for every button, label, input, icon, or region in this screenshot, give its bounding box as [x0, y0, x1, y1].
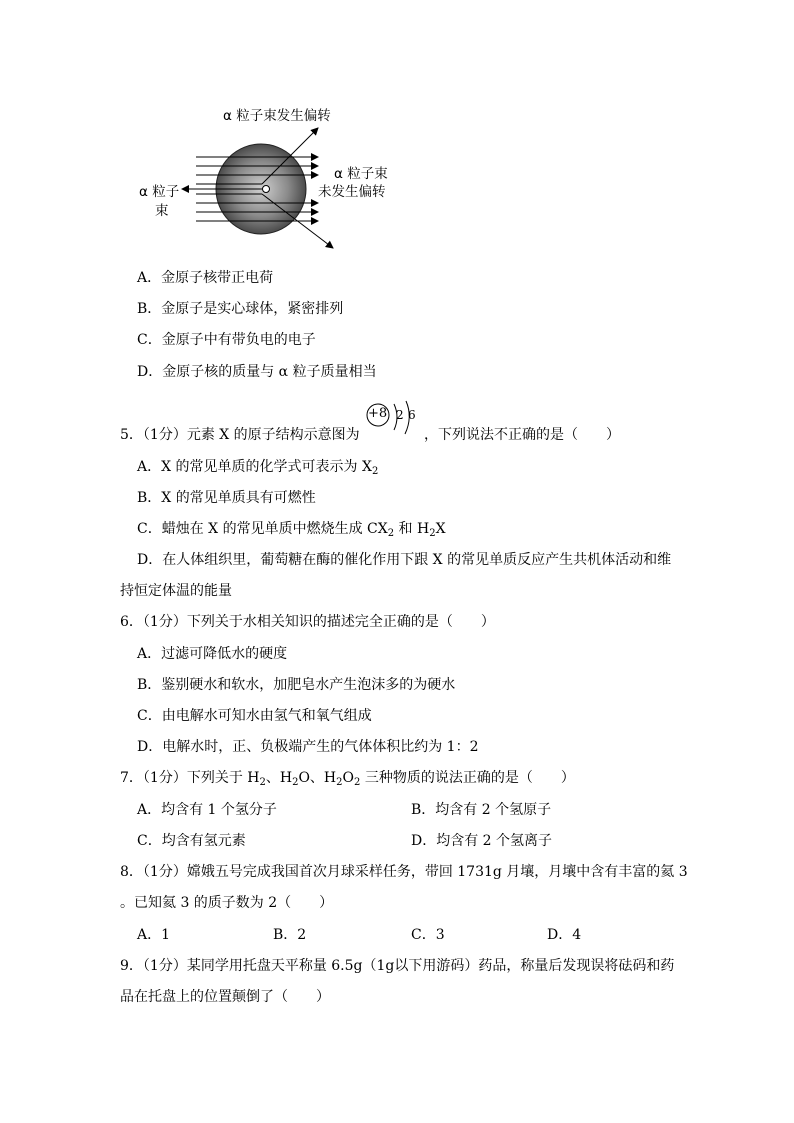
q7-option-c: C．均含有氢元素	[137, 833, 246, 849]
q4-option-a: A．金原子核带正电荷	[137, 270, 274, 286]
q5-option-c-sub-2: 2	[429, 528, 436, 539]
q8-option-d: D．4	[547, 927, 582, 943]
shell-1-electrons: 2	[396, 408, 404, 422]
q6-option-d: D．电解水时，正、负极端产生的气体体积比约为 1：2	[137, 739, 479, 755]
q5-option-a	[137, 458, 378, 476]
q7-stem-sub-2: 2	[292, 777, 299, 788]
q8-option-b: B．2	[273, 927, 307, 943]
q5-option-c-text-2: 和 H	[394, 521, 430, 537]
label-beam-1: α 粒子	[139, 184, 180, 200]
q5-option-b: B．X 的常见单质具有可燃性	[137, 490, 316, 506]
q7-option-b: B．均含有 2 个氢原子	[411, 802, 552, 818]
q5-option-c-text-1: C．蜡烛在 X 的常见单质中燃烧生成 CX	[137, 521, 388, 537]
q6-option-c: C．由电解水可知水由氢气和氧气组成	[137, 708, 372, 724]
alpha-scattering-diagram	[130, 100, 410, 265]
q4-option-b: B．金原子是实心球体，紧密排列	[137, 301, 344, 317]
q5-stem-b: ，下列说法不正确的是（ ）	[424, 427, 620, 443]
q7-option-a: A．均含有 1 个氢分子	[137, 802, 277, 818]
q8-option-c: C．3	[411, 927, 445, 943]
q6-option-a: A．过滤可降低水的硬度	[137, 646, 288, 662]
q5-option-a-sub: 2	[371, 466, 379, 477]
q7-stem-text-2: 、H	[265, 770, 293, 786]
nucleus-charge: +8	[368, 406, 388, 421]
q6-stem: 6．（1分）下列关于水相关知识的描述完全正确的是（ ）	[120, 614, 495, 630]
q7-stem-text-1: 7．（1分）下列关于 H	[120, 770, 260, 786]
q5-option-a-text: A．X 的常见单质的化学式可表示为 X	[137, 459, 372, 475]
q5-option-c	[137, 520, 446, 538]
q7-stem-sub-1: 2	[259, 777, 266, 788]
alpha-scattering-figure	[130, 100, 410, 265]
label-deflected: α 粒子束发生偏转	[223, 108, 331, 124]
shell-2-electrons: 6	[408, 408, 416, 422]
q5-option-c-sub-1: 2	[387, 528, 395, 539]
q4-option-c: C．金原子中有带负电的电子	[137, 332, 316, 348]
label-undeflected-1: α 粒子束	[334, 166, 388, 182]
label-beam-2: 束	[155, 203, 169, 219]
q8-stem-line-2: 。已知氦 3 的质子数为 2（ ）	[120, 895, 334, 911]
q7-stem-text-5: 三种物质的说法正确的是（ ）	[360, 770, 575, 786]
q9-stem-line-1: 9．（1分）某同学用托盘天平称量 6.5g（1g以下用游码）药品，称量后发现误将砝码和药	[120, 958, 675, 974]
q8-option-a: A．1	[137, 927, 171, 943]
q5-option-d-line-2: 持恒定体温的能量	[120, 583, 232, 599]
atom-structure-diagram	[364, 400, 424, 440]
q6-option-b: B．鉴别硬水和软水，加肥皂水产生泡沫多的为硬水	[137, 677, 456, 693]
q5-stem-a: 5．（1分）元素 X 的原子结构示意图为	[120, 427, 360, 443]
q7-stem-sub-3: 2	[336, 777, 343, 788]
q8-stem-line-1: 8．（1分）嫦娥五号完成我国首次月球采样任务，带回 1731g 月壤，月壤中含有丰富的氦 3	[120, 864, 688, 880]
q4-option-d: D．金原子核的质量与 α 粒子质量相当	[137, 364, 377, 380]
q5-option-d-line-1: D．在人体组织里，葡萄糖在酶的催化作用下跟 X 的常见单质反应产生共机体活动和维	[137, 552, 672, 568]
gold-nucleus	[263, 186, 270, 193]
q7-stem	[120, 769, 575, 787]
q5-option-c-text-3: X	[435, 521, 446, 537]
label-undeflected-2: 未发生偏转	[318, 184, 386, 200]
q7-stem-text-3: O、H	[298, 770, 337, 786]
q7-option-d: D．均含有 2 个氢离子	[411, 833, 553, 849]
q7-stem-text-4: O	[342, 770, 354, 786]
q7-stem-sub-4: 2	[354, 777, 361, 788]
q9-stem-line-2: 品在托盘上的位置颠倒了（ ）	[120, 989, 330, 1005]
